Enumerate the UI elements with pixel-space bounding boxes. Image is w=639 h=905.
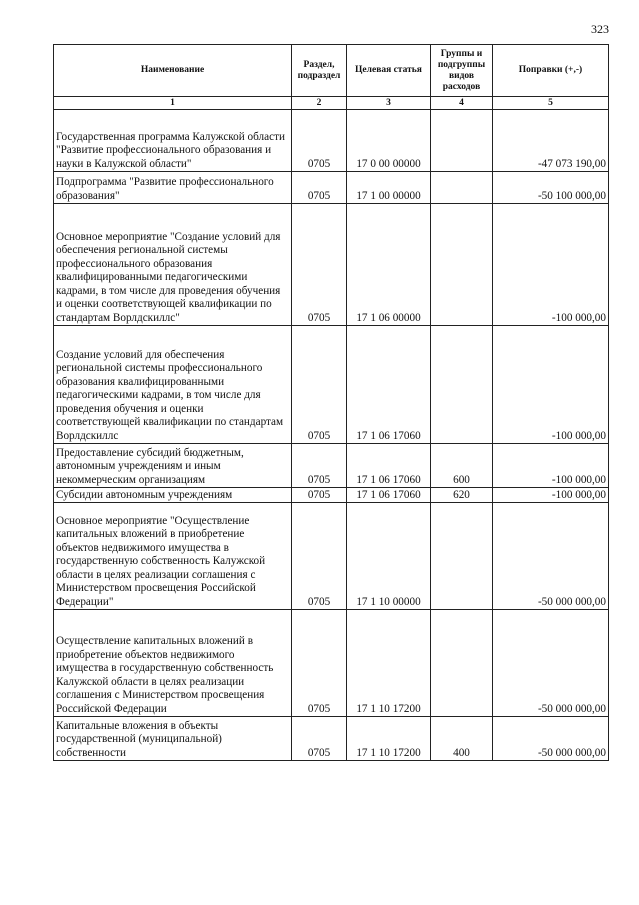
table-row bbox=[54, 110, 609, 172]
row-target: 17 1 06 17060 bbox=[347, 326, 431, 444]
table-header-row bbox=[54, 45, 609, 97]
row-group: 400 bbox=[431, 717, 493, 761]
row-group bbox=[431, 204, 493, 326]
header-groups: Группы и подгруппы видов расходов bbox=[431, 45, 493, 97]
row-group bbox=[431, 326, 493, 444]
row-section: 0705 bbox=[292, 444, 347, 488]
row-name: Создание условий для обеспечения региональной системы профессионального образования квалифицированными педагогическими кадрами, в том числе для проведения обучения и оценки соответствующей квалификации по стандартам Ворлдскиллс bbox=[54, 326, 292, 444]
table-row bbox=[54, 503, 609, 610]
column-number: 5 bbox=[493, 97, 609, 110]
row-group bbox=[431, 110, 493, 172]
row-section: 0705 bbox=[292, 503, 347, 610]
row-name: Предоставление субсидий бюджетным, автономным учреждениям и иным некоммерческим организациям bbox=[54, 444, 292, 488]
table-row bbox=[54, 444, 609, 488]
row-name: Осуществление капитальных вложений в приобретение объектов недвижимого имущества в государственную собственность Калужской области в целях реализации соглашения с Министерством просвещения Российской Федерации bbox=[54, 610, 292, 717]
row-section: 0705 bbox=[292, 172, 347, 204]
header-name: Наименование bbox=[54, 45, 292, 97]
row-name: Основное мероприятие "Создание условий для обеспечения региональной системы профессионального образования квалифицированными педагогическими кадрами, в том числе для проведения обучения и оценки соответствующей квалификации по стандартам Ворлдскиллс" bbox=[54, 204, 292, 326]
row-amount: -50 000 000,00 bbox=[493, 610, 609, 717]
row-name: Капитальные вложения в объекты государственной (муниципальной) собственности bbox=[54, 717, 292, 761]
row-target: 17 1 10 17200 bbox=[347, 610, 431, 717]
row-target: 17 1 06 00000 bbox=[347, 204, 431, 326]
row-target: 17 0 00 00000 bbox=[347, 110, 431, 172]
table-row bbox=[54, 326, 609, 444]
row-amount: -100 000,00 bbox=[493, 488, 609, 503]
row-amount: -100 000,00 bbox=[493, 204, 609, 326]
row-amount: -100 000,00 bbox=[493, 326, 609, 444]
row-name: Государственная программа Калужской области "Развитие профессионального образования и науки в Калужской области" bbox=[54, 110, 292, 172]
table-row bbox=[54, 488, 609, 503]
row-group bbox=[431, 172, 493, 204]
row-target: 17 1 06 17060 bbox=[347, 444, 431, 488]
table-row bbox=[54, 172, 609, 204]
table-row bbox=[54, 204, 609, 326]
row-amount: -47 073 190,00 bbox=[493, 110, 609, 172]
row-amount: -50 000 000,00 bbox=[493, 503, 609, 610]
row-name: Подпрограмма "Развитие профессионального образования" bbox=[54, 172, 292, 204]
row-group bbox=[431, 610, 493, 717]
row-amount: -50 100 000,00 bbox=[493, 172, 609, 204]
header-section: Раздел, подраздел bbox=[292, 45, 347, 97]
column-number-row bbox=[54, 97, 609, 110]
column-number: 2 bbox=[292, 97, 347, 110]
table-row bbox=[54, 610, 609, 717]
row-amount: -50 000 000,00 bbox=[493, 717, 609, 761]
column-number: 4 bbox=[431, 97, 493, 110]
row-section: 0705 bbox=[292, 326, 347, 444]
table-row bbox=[54, 717, 609, 761]
column-number: 1 bbox=[54, 97, 292, 110]
row-target: 17 1 10 17200 bbox=[347, 717, 431, 761]
column-number: 3 bbox=[347, 97, 431, 110]
row-name: Основное мероприятие "Осуществление капитальных вложений в приобретение объектов недвижимого имущества в государственную собственность Калужской области в целях реализации соглашения с Министерством просвещения Российской Федерации" bbox=[54, 503, 292, 610]
row-group bbox=[431, 503, 493, 610]
page-number: 323 bbox=[591, 22, 609, 36]
row-section: 0705 bbox=[292, 610, 347, 717]
row-section: 0705 bbox=[292, 717, 347, 761]
row-name: Субсидии автономным учреждениям bbox=[54, 488, 292, 503]
header-target: Целевая статья bbox=[347, 45, 431, 97]
row-section: 0705 bbox=[292, 204, 347, 326]
header-amendments: Поправки (+,-) bbox=[493, 45, 609, 97]
row-target: 17 1 06 17060 bbox=[347, 488, 431, 503]
row-group: 620 bbox=[431, 488, 493, 503]
row-section: 0705 bbox=[292, 488, 347, 503]
row-amount: -100 000,00 bbox=[493, 444, 609, 488]
row-target: 17 1 00 00000 bbox=[347, 172, 431, 204]
row-section: 0705 bbox=[292, 110, 347, 172]
budget-amendments-table bbox=[53, 44, 609, 761]
row-target: 17 1 10 00000 bbox=[347, 503, 431, 610]
row-group: 600 bbox=[431, 444, 493, 488]
